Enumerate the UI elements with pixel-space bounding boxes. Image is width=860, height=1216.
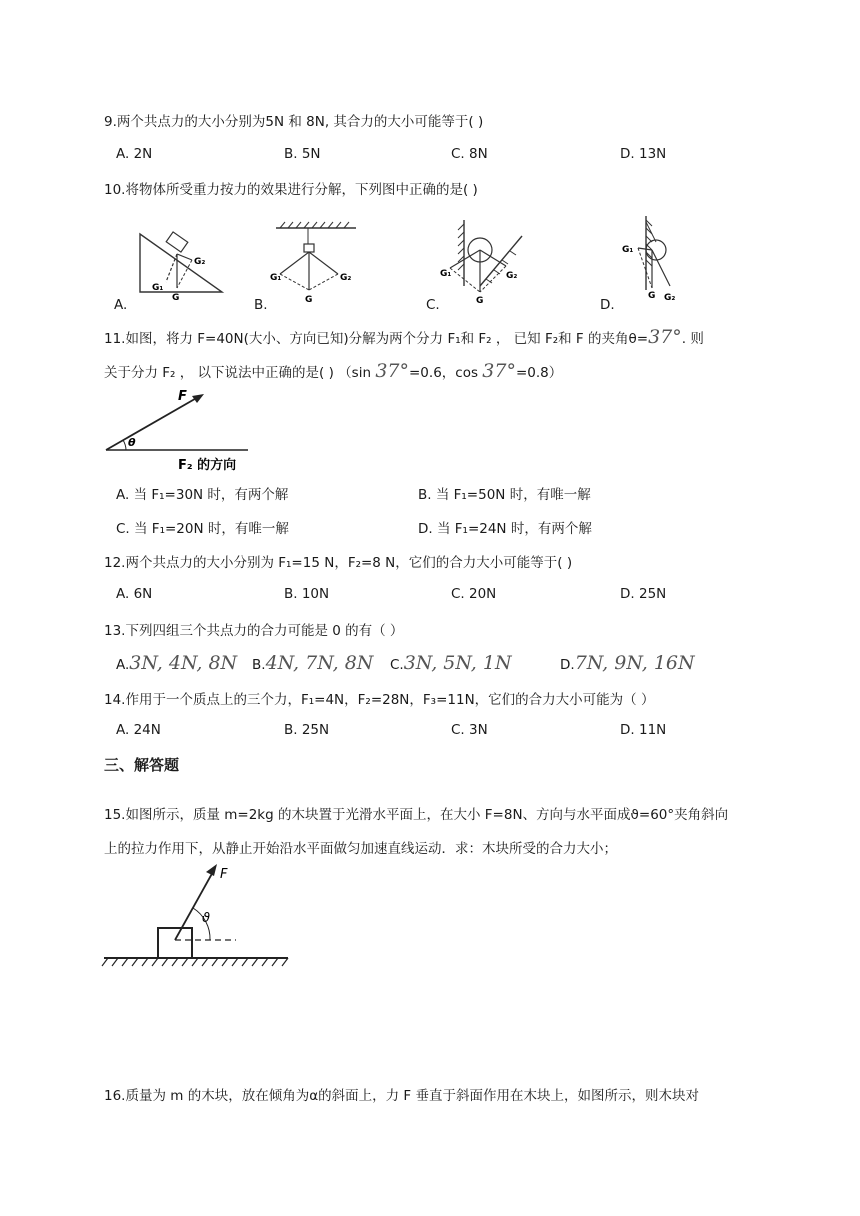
q12-option-a: A. 6N [116,586,153,602]
q11-line2: 关于分力 F₂ ， 以下说法中正确的是( ) （sin 37°=0.6，cos 37°=0.8） [104,360,563,382]
q13-option-b: B.4N, 7N, 8N [252,652,374,674]
fig-c-g2-label: G₂ [506,271,518,281]
q12-option-c: C. 20N [451,586,497,602]
q11-option-b: B. 当 F₁=50N 时，有唯一解 [418,487,591,503]
fig-a-g-label: G [172,293,180,303]
q13-option-a-value: 3N, 4N, 8N [129,652,238,674]
q14-option-b: B. 25N [284,722,330,738]
q10-figure-b [268,218,364,304]
q10-option-a-letter: A. [114,297,128,313]
q10-figure-c [436,216,532,306]
q13-option-c: C.3N, 5N, 1N [390,652,512,674]
q13-option-c-value: 3N, 5N, 1N [403,652,512,674]
q10-option-b-letter: B. [254,297,268,313]
q13-option-b-value: 4N, 7N, 8N [265,652,374,674]
q14-option-c: C. 3N [451,722,488,738]
q11-angle-img: 37° [648,326,682,348]
q10-figure-d [612,212,692,308]
fig-c-g1-label: G₁ [440,269,452,279]
q15-figure [100,856,296,972]
q12-stem: 12.两个共点力的大小分别为 F₁=15 N，F₂=8 N，它们的合力大小可能等于( ) [104,555,573,571]
q11-option-a: A. 当 F₁=30N 时，有两个解 [116,487,289,503]
fig-d-g-label: G [648,291,656,301]
fig-a-g2-label: G₂ [194,257,206,267]
fig-c-g-label: G [476,296,484,306]
q10-option-c-letter: C. [426,297,440,313]
q12-option-d: D. 25N [620,586,667,602]
fig-b-g1-label: G₁ [270,273,282,283]
q11-line1: 11.如图，将力 F=40N(大小、方向已知)分解为两个分力 F₁和 F₂ ， 已知 F₂和 F 的夹角θ=37°. 则 [104,326,704,348]
q12-option-b: B. 10N [284,586,330,602]
q11-fig-caption: F₂ 的方向 [178,458,237,473]
q9-option-d: D. 13N [620,146,667,162]
q15-line1: 15.如图所示，质量 m=2kg 的木块置于光滑水平面上，在大小 F=8N、方向与水平面成ϑ=60°夹角斜向 [104,807,729,823]
section-title: 三、解答题 [104,756,180,774]
q14-stem: 14.作用于一个质点上的三个力，F₁=4N，F₂=28N，F₃=11N，它们的合力大小可能为（ ） [104,692,655,708]
fig-d-g2-label: G₂ [664,293,676,303]
q9-option-b: B. 5N [284,146,321,162]
fig-a-g1-label: G₁ [152,283,164,293]
q11-fig-theta-label: θ [128,436,136,449]
q14-option-d: D. 11N [620,722,667,738]
q11-sin-img: 37° [375,360,409,382]
q10-option-d-letter: D. [600,297,615,313]
q16-line1: 16.质量为 m 的木块，放在倾角为α的斜面上，力 F 垂直于斜面作用在木块上，如图所示，则木块对 [104,1088,699,1104]
q11-figure [100,384,260,476]
q11-option-c: C. 当 F₁=20N 时，有唯一解 [116,521,289,537]
q13-option-d-value: 7N, 9N, 16N [574,652,695,674]
q10-stem: 10.将物体所受重力按力的效果进行分解，下列图中正确的是( ) [104,182,478,198]
q13-option-d: D.7N, 9N, 16N [560,652,695,674]
q9-option-a: A. 2N [116,146,153,162]
fig-b-g-label: G [305,295,313,304]
q9-option-c: C. 8N [451,146,488,162]
q15-fig-theta-label: ϑ [202,911,211,926]
q13-option-a: A.3N, 4N, 8N [116,652,238,674]
q10-figure-a [130,222,230,304]
q14-option-a: A. 24N [116,722,161,738]
q13-stem: 13.下列四组三个共点力的合力可能是 0 的有（ ） [104,623,404,639]
q15-line2: 上的拉力作用下，从静止开始沿水平面做匀加速直线运动．求：木块所受的合力大小； [104,841,617,857]
q11-cos-img: 37° [482,360,516,382]
q15-fig-f-label: F [220,867,228,882]
fig-d-g1-label: G₁ [622,245,634,255]
fig-b-g2-label: G₂ [340,273,352,283]
q9-stem: 9.两个共点力的大小分别为5N 和 8N, 其合力的大小可能等于( ) [104,114,484,130]
q11-option-d: D. 当 F₁=24N 时，有两个解 [418,521,592,537]
q11-fig-f-label: F [178,389,187,404]
